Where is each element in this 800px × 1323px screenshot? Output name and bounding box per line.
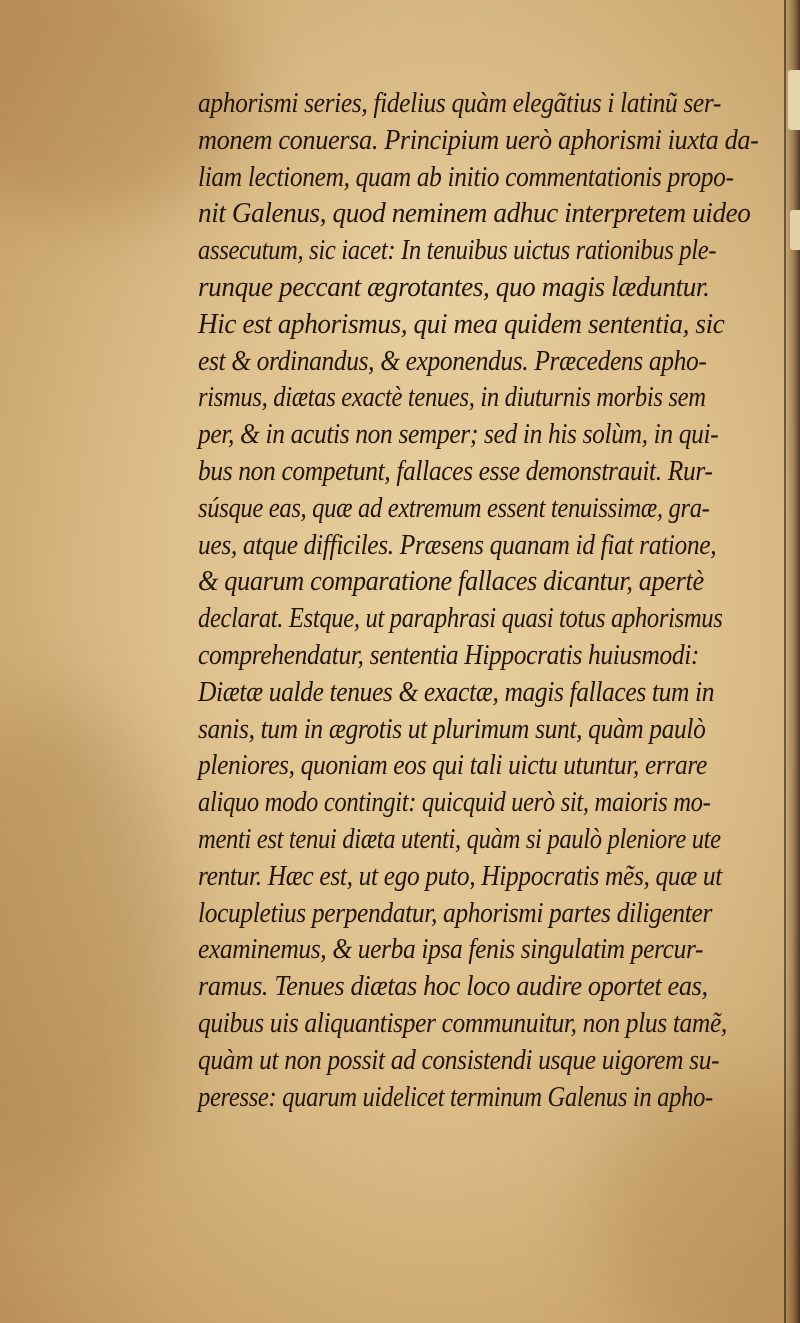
text-line: & quarum comparatione fallaces dicantur, apertè	[198, 566, 704, 598]
text-line: ramus. Tenues diætas hoc loco audire oportet eas,	[198, 971, 708, 1003]
text-line: per, & in acutis non semper; sed in his solùm, in qui-	[198, 419, 719, 451]
paper-stain	[600, 1080, 800, 1323]
text-line: sanis, tum in ægrotis ut plurimum sunt, quàm paulò	[198, 713, 706, 745]
text-line: declarat. Estque, ut paraphrasi quasi totus aphorismus	[198, 603, 723, 635]
text-line: Diætæ ualde tenues & exactæ, magis fallaces tum in	[198, 676, 715, 708]
text-line: est & ordinandus, & exponendus. Præcedens apho-	[198, 345, 707, 377]
paper-stain	[0, 700, 180, 1200]
text-line: súsque eas, quæ ad extremum essent tenuissimæ, gra-	[198, 492, 710, 524]
text-line: aliquo modo contingit: quicquid uerò sit, maioris mo-	[198, 787, 711, 819]
text-line: menti est tenui diæta utenti, quàm si paulò pleniore ute	[198, 823, 721, 855]
text-line: liam lectionem, quam ab initio commentationis propo-	[198, 161, 734, 193]
text-line: peresse: quarum uidelicet terminum Galenus in apho-	[198, 1081, 713, 1113]
text-line: nit Galenus, quod neminem adhuc interpretem uideo	[198, 198, 751, 230]
text-line: bus non competunt, fallaces esse demonstrauit. Rur-	[198, 455, 713, 487]
text-line: rentur. Hæc est, ut ego puto, Hippocratis mẽs, quæ ut	[198, 860, 723, 892]
text-line: Hic est aphorismus, qui mea quidem sententia, sic	[198, 308, 725, 340]
text-line: runque peccant ægrotantes, quo magis læduntur.	[198, 271, 710, 303]
text-line: assecutum, sic iacet: In tenuibus uictus rationibus ple-	[198, 235, 717, 267]
text-line: ues, atque difficiles. Præsens quanam id fiat ratione,	[198, 529, 717, 561]
text-line: rismus, diætas exactè tenues, in diuturnis morbis sem	[198, 382, 706, 414]
text-line: monem conuersa. Principium uerò aphorismi iuxta da-	[198, 124, 759, 156]
body-text	[198, 86, 792, 1116]
text-line: comprehendatur, sententia Hippocratis huiusmodi:	[198, 639, 700, 671]
text-line: aphorismi series, fidelius quàm elegãtius i latinũ ser-	[198, 88, 722, 119]
text-line: quibus uis aliquantisper communuitur, non plus tamẽ,	[198, 1007, 727, 1039]
text-line: quàm ut non possit ad consistendi usque uigorem su-	[198, 1044, 720, 1076]
text-line: pleniores, quoniam eos qui tali uictu utuntur, errare	[198, 750, 707, 782]
text-line: locupletius perpendatur, aphorismi partes diligenter	[198, 897, 713, 929]
text-line: examinemus, & uerba ipsa fenis singulatim percur-	[198, 934, 704, 966]
